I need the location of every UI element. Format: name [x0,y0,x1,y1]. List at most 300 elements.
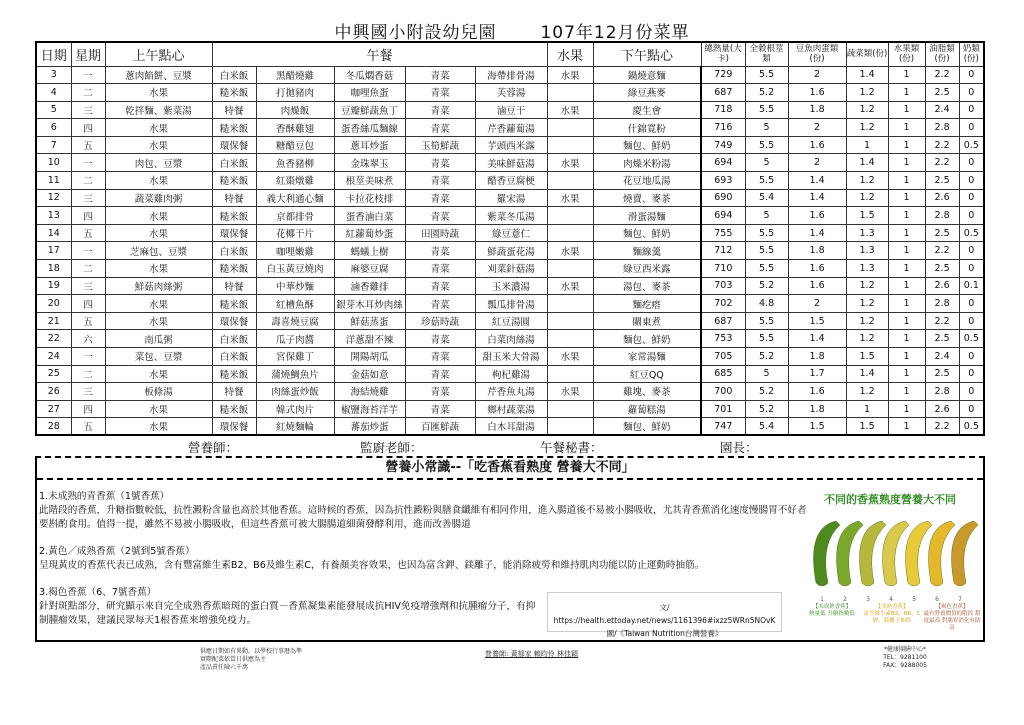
cell-protein: 2 [788,154,846,172]
banana-4-icon [883,521,910,586]
cell-weekday: 一 [71,348,105,366]
cell-fruit: 水果 [547,189,593,207]
cell-staple: 白米飯 [212,242,256,260]
cell-protein: 1.6 [788,383,846,401]
cell-protein: 1.4 [788,330,846,348]
cell-soup: 枸杞雞湯 [475,365,547,383]
cell-staple: 白米飯 [212,66,256,84]
cell-main-dish: 打拋豬肉 [256,84,334,102]
banana-number: 1 [820,596,824,603]
cell-weekday: 三 [71,189,105,207]
cell-weekday: 二 [71,365,105,383]
cell-calories: 753 [701,330,745,348]
cell-vegetable: 青菜 [405,207,475,225]
cell-date: 18 [36,260,71,278]
tip3-heading: 3.褐色香蕉（6、7號香蕉） [39,587,157,598]
cell-main-dish: 花椰干片 [256,224,334,242]
cell-weekday: 一 [71,154,105,172]
cell-vegetable: 青菜 [405,84,475,102]
cell-soup: 芋頭西米露 [475,136,547,154]
cell-soup: 海帶排骨湯 [475,66,547,84]
cell-grains: 5.5 [745,136,788,154]
cell-staple: 環保餐 [212,312,256,330]
cell-soup: 羅宋湯 [475,189,547,207]
cell-protein: 1.4 [788,224,846,242]
tip2-heading: 2.黃色／成熟香蕉（2號到5號香蕉） [39,546,195,557]
table-row [36,172,984,190]
cell-veg-portion: 1.2 [846,119,888,137]
cell-grains: 5.4 [745,189,788,207]
cell-milk: 0 [959,154,984,172]
cell-milk: 0 [959,383,984,401]
cell-vegetable: 珍菇時蔬 [405,312,475,330]
cell-veg-portion: 1.3 [846,242,888,260]
cell-pm-snack: 關東煮 [593,312,701,330]
footer-note: 產品責任險六千萬 [200,664,249,671]
sig-dietitian: 營養師： [188,440,239,455]
cell-veg-portion: 1.5 [846,207,888,225]
cell-date: 20 [36,295,71,313]
cell-calories: 701 [701,400,745,418]
cell-protein: 1.8 [788,101,846,119]
cell-pm-snack: 麵包、鮮奶 [593,136,701,154]
cell-main-dish: 義大利通心麵 [256,189,334,207]
cell-soup: 甜玉米大骨湯 [475,348,547,366]
cell-calories: 718 [701,101,745,119]
cell-pm-snack: 麵線羹 [593,242,701,260]
cell-main-dish: 魚香豬柳 [256,154,334,172]
cell-soup: 鮮蔬蛋花湯 [475,242,547,260]
header-lunch: 午餐 [212,42,547,66]
cell-grains: 5.2 [745,383,788,401]
cell-pm-snack: 雞塊、麥茶 [593,383,701,401]
cell-oil: 2.2 [925,66,959,84]
cell-vegetable: 青菜 [405,66,475,84]
cell-soup: 芙蓉湯 [475,84,547,102]
ref-text: 文/ https://health.ettoday.net/news/1161396#ixzz5WRn5NOvK [553,603,776,625]
header-milk: 奶類(份) [959,42,984,66]
cell-fruit-portion: 1 [888,295,925,313]
cell-veg-portion: 1.2 [846,295,888,313]
table-row [36,365,984,383]
cell-weekday: 三 [71,277,105,295]
cell-oil: 2.8 [925,119,959,137]
cell-milk: 0 [959,400,984,418]
cell-veg-portion: 1.2 [846,312,888,330]
cell-fruit-portion: 1 [888,330,925,348]
cell-veg-portion: 1 [846,400,888,418]
cell-staple: 特餐 [212,189,256,207]
cell-vegetable: 青菜 [405,154,475,172]
table-row [36,418,984,436]
cell-date: 21 [36,312,71,330]
cell-am-snack: 水果 [105,418,212,436]
cell-fruit [547,312,593,330]
table-row [36,400,984,418]
cell-main-dish: 韓式肉片 [256,400,334,418]
cell-milk: 0 [959,84,984,102]
cell-side-dish: 麻婆豆腐 [334,260,405,278]
cell-am-snack: 水果 [105,119,212,137]
vendor-fax: FAX：9288005 [883,662,927,669]
cell-oil: 2.5 [925,172,959,190]
cell-staple: 特餐 [212,101,256,119]
tip1-body: 此階段的香蕉，升糖指數較低，抗性澱粉含量也高於其他香蕉。這時候的香蕉，因為抗性澱粉與膳食纖維有相同作用，進入腸道後不易被小腸吸收，尤其青香蕉消化速度慢腸胃不好者要斟酌食用。值得一提，雖然不易被小腸吸收，但這些香蕉可被大腸腸道細菌發酵利用，進而改善腸道 [39,505,807,530]
cell-main-dish: 宮保雞丁 [256,348,334,366]
banana-number: 2 [843,596,847,603]
cell-date: 10 [36,154,71,172]
cell-veg-portion: 1.3 [846,224,888,242]
cell-protein: 1.4 [788,189,846,207]
cell-fruit [547,418,593,436]
cell-soup: 紫菜冬瓜湯 [475,207,547,225]
cell-grains: 5.5 [745,66,788,84]
cell-fruit: 水果 [547,277,593,295]
cell-grains: 5.4 [745,418,788,436]
cell-pm-snack: 湯包、麥茶 [593,277,701,295]
header-am-snack: 上午點心 [105,42,212,66]
cell-grains: 5 [745,207,788,225]
cell-pm-snack: 什錦寬粉 [593,119,701,137]
cell-oil: 2.2 [925,312,959,330]
cell-pm-snack: 麵包、鮮奶 [593,418,701,436]
tips-title: 營養小常識--「吃香蕉看熟度 營養大不同」 [37,458,983,480]
cell-veg-portion: 1.2 [846,330,888,348]
cell-weekday: 三 [71,101,105,119]
cell-main-dish: 白玉黃豆燒肉 [256,260,334,278]
cell-grains: 5.2 [745,348,788,366]
cell-calories: 693 [701,172,745,190]
cell-milk: 0.5 [959,330,984,348]
cell-side-dish: 鮮菇蒸蛋 [334,312,405,330]
cell-fruit [547,365,593,383]
cell-staple: 糙米飯 [212,84,256,102]
cell-grains: 5.2 [745,400,788,418]
cell-veg-portion: 1.5 [846,418,888,436]
cell-date: 7 [36,136,71,154]
header-pm-snack: 下午點心 [593,42,701,66]
cell-calories: 687 [701,84,745,102]
cell-soup: 紅豆湯圓 [475,312,547,330]
legend-head: 【未成熟香蕉】 [812,604,852,610]
cell-milk: 0 [959,101,984,119]
cell-oil: 2.6 [925,277,959,295]
cell-protein: 1.6 [788,260,846,278]
cell-protein: 1.6 [788,277,846,295]
cell-date: 13 [36,207,71,225]
cell-oil: 2.8 [925,295,959,313]
cell-vegetable: 青菜 [405,400,475,418]
legend-body: 富含維生素B2、B6、C 鉀、鎂離子抽筋 [863,611,921,624]
cell-main-dish: 咖哩嫩雞 [256,242,334,260]
cell-side-dish: 金珠翠玉 [334,154,405,172]
tip2-body: 呈現黃皮的香蕉代表已成熟，含有豐富維生素B2、B6及維生素C，有養顏美容效果，也因為富含鉀、鎂離子，能消除疲勞和維持肌肉功能以防止運動時抽筋。 [39,560,705,571]
header-calories: 總熱量(大卡) [701,42,745,66]
cell-main-dish: 肉絲蛋炒飯 [256,383,334,401]
cell-fruit [547,84,593,102]
cell-soup: 芹香魚丸湯 [475,383,547,401]
table-row [36,154,984,172]
legend-body: 熱量低 升糖指數低 [809,611,855,617]
cell-milk: 0.5 [959,224,984,242]
cell-vegetable: 青菜 [405,242,475,260]
cell-vegetable: 青菜 [405,348,475,366]
cell-staple: 糙米飯 [212,400,256,418]
cell-weekday: 六 [71,330,105,348]
table-row [36,84,984,102]
cell-veg-portion: 1.2 [846,383,888,401]
cell-calories: 694 [701,154,745,172]
cell-grains: 5.2 [745,84,788,102]
menu-period: 107年12月份菜單 [540,23,690,43]
cell-calories: 712 [701,242,745,260]
cell-grains: 5.5 [745,172,788,190]
cell-milk: 0 [959,172,984,190]
banana-3-icon [860,521,887,586]
sig-secretary: 午餐秘書： [540,440,603,455]
cell-pm-snack: 滑蛋湯麵 [593,207,701,225]
table-row [36,66,984,84]
cell-side-dish: 海結燒雞 [334,383,405,401]
footer-notes [200,648,302,672]
cell-oil: 2.2 [925,154,959,172]
banana-6-icon [929,521,956,586]
cell-veg-portion: 1.2 [846,277,888,295]
cell-veg-portion: 1.4 [846,154,888,172]
cell-date: 25 [36,365,71,383]
legend-head: 【褐色香蕉】 [935,604,969,610]
cell-main-dish: 紅棗燉雞 [256,172,334,190]
table-row [36,101,984,119]
table-row [36,312,984,330]
cell-weekday: 三 [71,383,105,401]
cell-side-dish: 紅蘿蔔炒蛋 [334,224,405,242]
cell-staple: 特餐 [212,383,256,401]
cell-soup: 刈菜針菇湯 [475,260,547,278]
cell-fruit [547,330,593,348]
banana-5-icon [906,521,933,586]
legend-item [862,604,922,632]
cell-side-dish: 滷香雞排 [334,277,405,295]
cell-side-dish: 蕃茄炒蛋 [334,418,405,436]
cell-am-snack: 菜包、豆漿 [105,348,212,366]
cell-pm-snack: 綠豆燕麥 [593,84,701,102]
cell-oil: 2.5 [925,365,959,383]
cell-staple: 特餐 [212,277,256,295]
cell-protein: 1.8 [788,400,846,418]
cell-date: 27 [36,400,71,418]
cell-protein: 1.6 [788,84,846,102]
cell-oil: 2.2 [925,242,959,260]
cell-soup: 綠豆薏仁 [475,224,547,242]
cell-date: 11 [36,172,71,190]
cell-date: 22 [36,330,71,348]
sig-principal: 園長： [720,440,758,455]
cell-fruit [547,400,593,418]
cell-am-snack: 肉包、豆漿 [105,154,212,172]
cell-fruit-portion: 1 [888,365,925,383]
cell-protein: 1.7 [788,365,846,383]
cell-date: 12 [36,189,71,207]
nutrition-tips [35,456,985,642]
cell-date: 26 [36,383,71,401]
cell-veg-portion: 1.2 [846,189,888,207]
cell-date: 17 [36,242,71,260]
cell-staple: 糙米飯 [212,295,256,313]
cell-veg-portion: 1.4 [846,66,888,84]
cell-milk: 0.5 [959,136,984,154]
cell-milk: 0.1 [959,277,984,295]
cell-calories: 716 [701,119,745,137]
cell-milk: 0 [959,189,984,207]
banana-2-icon [837,521,864,586]
cell-main-dish: 紅燒麵輪 [256,418,334,436]
cell-weekday: 一 [71,66,105,84]
cell-milk: 0 [959,348,984,366]
cell-fruit-portion: 1 [888,224,925,242]
cell-date: 14 [36,224,71,242]
cell-fruit: 水果 [547,66,593,84]
cell-grains: 5.5 [745,312,788,330]
cell-staple: 糙米飯 [212,172,256,190]
cell-pm-snack: 慶生會 [593,101,701,119]
cell-fruit: 水果 [547,383,593,401]
cell-protein: 1.5 [788,418,846,436]
cell-date: 4 [36,84,71,102]
ref-image: 圖/《Taiwan Nutrition台灣營養》 [606,629,723,638]
cell-calories: 729 [701,66,745,84]
table-row [36,242,984,260]
cell-soup: 白菜肉絲湯 [475,330,547,348]
cell-pm-snack: 花豆地瓜湯 [593,172,701,190]
cell-calories: 700 [701,383,745,401]
cell-fruit [547,260,593,278]
source-reference [547,592,782,638]
table-row [36,224,984,242]
cell-fruit-portion: 1 [888,66,925,84]
cell-oil: 2.6 [925,189,959,207]
cell-fruit-portion: 1 [888,383,925,401]
cell-staple: 糙米飯 [212,119,256,137]
cell-weekday: 五 [71,224,105,242]
cell-main-dish: 中華炒麵 [256,277,334,295]
cell-vegetable: 青菜 [405,172,475,190]
cell-calories: 694 [701,207,745,225]
cell-fruit-portion: 1 [888,189,925,207]
header-fruit-portion: 水果類(份) [888,42,925,66]
page-title [0,18,1024,43]
cell-am-snack: 蔥肉餡餅、豆漿 [105,66,212,84]
cell-milk: 0 [959,312,984,330]
cell-side-dish: 椒鹽海苔洋芋 [334,400,405,418]
cell-main-dish: 肉燥飯 [256,101,334,119]
cell-fruit: 水果 [547,154,593,172]
cell-side-dish: 金菇如意 [334,365,405,383]
cell-grains: 5.5 [745,224,788,242]
cell-staple: 環保餐 [212,418,256,436]
cell-fruit [547,136,593,154]
cell-fruit-portion: 1 [888,119,925,137]
cell-date: 3 [36,66,71,84]
banana-7-icon [952,521,979,586]
cell-am-snack: 板條湯 [105,383,212,401]
table-row [36,383,984,401]
cell-am-snack: 水果 [105,224,212,242]
cell-fruit: 水果 [547,101,593,119]
header-fruit: 水果 [547,42,593,66]
cell-fruit: 水果 [547,242,593,260]
cell-grains: 5.5 [745,330,788,348]
cell-side-dish: 銀芽木耳炒肉絲 [334,295,405,313]
cell-staple: 糙米飯 [212,365,256,383]
cell-pm-snack: 麵疙瘩 [593,295,701,313]
vendor-info [880,646,930,670]
cell-staple: 白米飯 [212,154,256,172]
cell-side-dish: 開陽胡瓜 [334,348,405,366]
cell-staple: 糙米飯 [212,207,256,225]
cell-side-dish: 蔥耳炒蛋 [334,136,405,154]
cell-am-snack: 水果 [105,312,212,330]
header-veg: 蔬菜類(份) [846,42,888,66]
cell-fruit: 水果 [547,348,593,366]
cell-weekday: 二 [71,172,105,190]
cell-protein: 1.8 [788,242,846,260]
cell-pm-snack: 蘿蔔糕湯 [593,400,701,418]
cell-side-dish: 蛋香絲瓜麵線 [334,119,405,137]
cell-milk: 0 [959,119,984,137]
cell-main-dish: 香酥雞翅 [256,119,334,137]
tip1-heading: 1.未成熟的青香蕉（1號香蕉） [39,491,170,502]
cell-weekday: 五 [71,312,105,330]
cell-weekday: 二 [71,84,105,102]
table-row [36,330,984,348]
table-header [36,42,984,66]
cell-am-snack: 蔬菜雞肉粥 [105,189,212,207]
table-row [36,119,984,137]
cell-oil: 2.8 [925,207,959,225]
cell-weekday: 四 [71,295,105,313]
banana-number: 3 [866,596,870,603]
cell-main-dish: 瓜子肉醬 [256,330,334,348]
cell-protein: 1.6 [788,136,846,154]
cell-weekday: 一 [71,242,105,260]
cell-veg-portion: 1.4 [846,365,888,383]
cell-main-dish: 壽喜燒豆腐 [256,312,334,330]
cell-milk: 0 [959,242,984,260]
banana-number: 5 [912,596,916,603]
cell-am-snack: 水果 [105,84,212,102]
cell-oil: 2.8 [925,383,959,401]
cell-fruit-portion: 1 [888,84,925,102]
cell-weekday: 二 [71,260,105,278]
cell-side-dish: 螞蟻上樹 [334,242,405,260]
cell-fruit-portion: 1 [888,154,925,172]
cell-vegetable: 青菜 [405,119,475,137]
legend-body: 最有營養價值的階段 甜度最高 對腸胃消化有助益 [923,611,981,631]
cell-milk: 0 [959,365,984,383]
cell-am-snack: 水果 [105,207,212,225]
header-weekday: 星期 [71,42,105,66]
cell-vegetable: 青菜 [405,260,475,278]
cell-protein: 1.8 [788,348,846,366]
cell-am-snack: 鮮菇肉絲粥 [105,277,212,295]
tip3-body: 針對斑點部分，研究顯示來自完全成熟香蕉暗斑的蛋白質－香蕉凝集素能發展成抗HIV免疫增強劑和抗腫瘤分子，有抑制腫瘤效果，建議民眾每天1根香蕉來增強免疫力。 [39,601,536,626]
cell-soup: 玉米濃湯 [475,277,547,295]
cell-am-snack: 水果 [105,260,212,278]
cell-protein: 2 [788,66,846,84]
cell-am-snack: 水果 [105,400,212,418]
cell-vegetable: 青菜 [405,189,475,207]
